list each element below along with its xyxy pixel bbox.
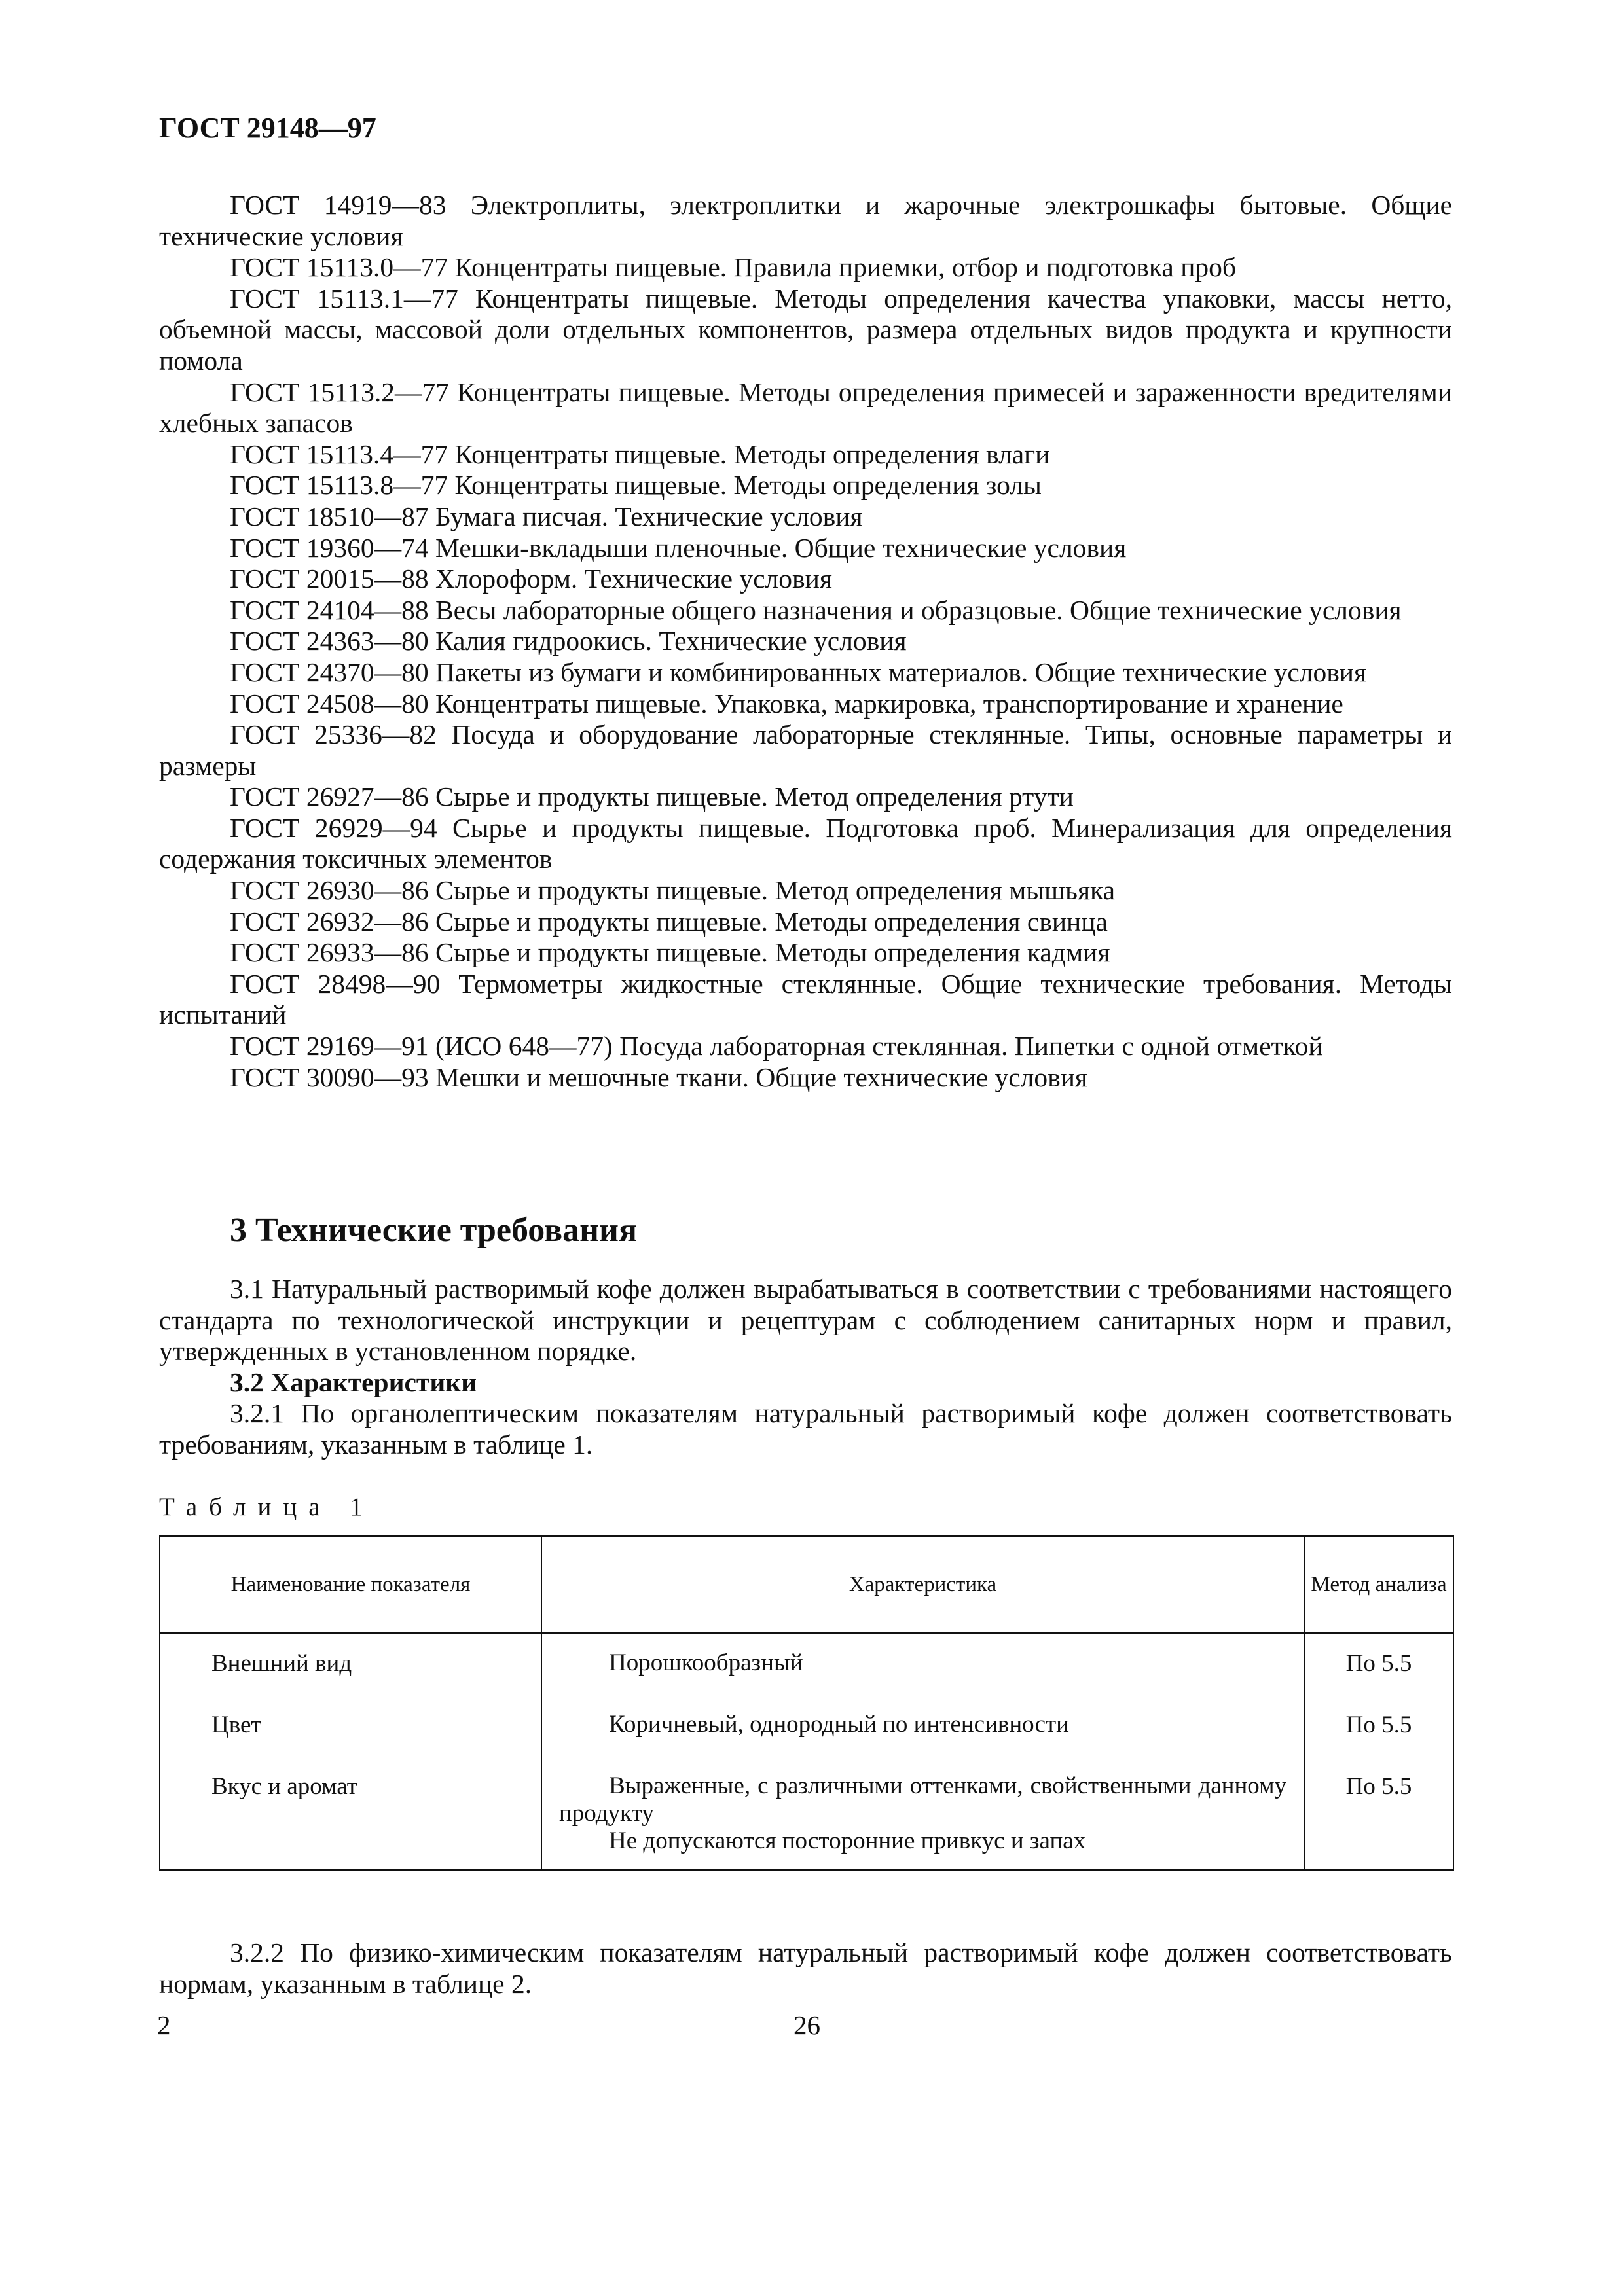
reference-item: ГОСТ 26933—86 Сырье и продукты пищевые. Методы определения кадмия: [230, 937, 1110, 968]
reference-item: ГОСТ 26932—86 Сырье и продукты пищевые. Методы определения свинца: [230, 906, 1108, 937]
reference-item: ГОСТ 15113.1—77 Концентраты пищевые. Методы определения качества упаковки, массы нетто, объемной массы, массовой доли отдельных компонентов, размера отдельных видов продукта и крупности помола: [159, 283, 1452, 376]
table-cell: Внешний вид: [160, 1633, 541, 1695]
reference-item: ГОСТ 24508—80 Концентраты пищевые. Упаковка, маркировка, транспортирование и хранение: [230, 688, 1343, 719]
reference-item: ГОСТ 14919—83 Электроплиты, электроплитки и жарочные электрошкафы бытовые. Общие технические условия: [159, 190, 1452, 251]
reference-item: ГОСТ 19360—74 Мешки-вкладыши пленочные. Общие технические условия: [230, 532, 1127, 563]
table-header-cell: Характеристика: [541, 1536, 1304, 1633]
paragraph-3-2-1: 3.2.1 По органолептическим показателям натуральный растворимый кофе должен соответствовать требованиям, указанным в таблице 1.: [159, 1398, 1452, 1460]
paragraph-3-1: 3.1 Натуральный растворимый кофе должен вырабатываться в соответствии с требованиями настоящего стандарта по технологической инструкции и рецептурам с соблюдением санитарных норм и правил, утвержденных в установленном порядке.: [159, 1274, 1452, 1367]
reference-item: ГОСТ 24370—80 Пакеты из бумаги и комбинированных материалов. Общие технические условия: [230, 656, 1367, 687]
subsection-heading-3-2: 3.2 Характеристики: [230, 1367, 477, 1397]
reference-item: ГОСТ 15113.8—77 Концентраты пищевые. Методы определения золы: [230, 470, 1042, 501]
table-cell: По 5.5: [1304, 1633, 1453, 1695]
reference-item: ГОСТ 18510—87 Бумага писчая. Технические условия: [230, 501, 863, 531]
table-cell: Коричневый, однородный по интенсивности: [541, 1695, 1304, 1757]
reference-item: ГОСТ 30090—93 Мешки и мешочные ткани. Общие технические условия: [230, 1062, 1088, 1092]
table-caption: Таблица 1: [159, 1493, 374, 1521]
reference-item: ГОСТ 24104—88 Весы лабораторные общего назначения и образцовые. Общие технические условия: [230, 594, 1402, 625]
page-number-center: 26: [793, 2010, 820, 2040]
reference-item: ГОСТ 29169—91 (ИСО 648—77) Посуда лабораторная стеклянная. Пипетки с одной отметкой: [230, 1031, 1323, 1062]
table-cell: Выраженные, с различными оттенками, свойственными данному продукту Не допускаются посторонние привкус и запах: [541, 1757, 1304, 1870]
reference-item: ГОСТ 25336—82 Посуда и оборудование лабораторные стеклянные. Типы, основные параметры и размеры: [159, 719, 1452, 781]
table-row: [160, 1695, 1453, 1757]
paragraph-3-2-2: 3.2.2 По физико-химическим показателям натуральный растворимый кофе должен соответствовать нормам, указанным в таблице 2.: [159, 1937, 1452, 1999]
reference-item: ГОСТ 24363—80 Калия гидроокись. Технические условия: [230, 626, 907, 656]
normative-references-list: [159, 190, 1452, 1093]
table-cell: Порошкообразный: [541, 1633, 1304, 1695]
table-row: [160, 1633, 1453, 1695]
reference-item: ГОСТ 26929—94 Сырье и продукты пищевые. Подготовка проб. Минерализация для определения содержания токсичных элементов: [159, 812, 1452, 874]
reference-item: ГОСТ 26930—86 Сырье и продукты пищевые. Метод определения мышьяка: [230, 875, 1116, 906]
section-3: [159, 1211, 1452, 1461]
page-number-left: 2: [157, 2010, 171, 2040]
table-header-cell: Наименование показателя: [160, 1536, 541, 1633]
reference-item: ГОСТ 20015—88 Хлороформ. Технические условия: [230, 564, 832, 594]
table-cell: По 5.5: [1304, 1695, 1453, 1757]
table-1: [159, 1535, 1454, 1871]
table-row: [160, 1757, 1453, 1870]
section-heading: 3 Технические требования: [230, 1211, 638, 1249]
table-cell: Вкус и аромат: [160, 1757, 541, 1870]
document-header-title: ГОСТ 29148—97: [159, 112, 376, 144]
reference-item: ГОСТ 26927—86 Сырье и продукты пищевые. Метод определения ртути: [230, 781, 1074, 812]
table-cell: По 5.5: [1304, 1757, 1453, 1870]
reference-item: ГОСТ 28498—90 Термометры жидкостные стеклянные. Общие технические требования. Методы испытаний: [159, 968, 1452, 1030]
table-header-cell: Метод анализа: [1304, 1536, 1453, 1633]
reference-item: ГОСТ 15113.0—77 Концентраты пищевые. Правила приемки, отбор и подготовка проб: [230, 252, 1237, 283]
reference-item: ГОСТ 15113.2—77 Концентраты пищевые. Методы определения примесей и зараженности вредителями хлебных запасов: [159, 376, 1452, 439]
table-cell: Цвет: [160, 1695, 541, 1757]
reference-item: ГОСТ 15113.4—77 Концентраты пищевые. Методы определения влаги: [230, 439, 1050, 469]
